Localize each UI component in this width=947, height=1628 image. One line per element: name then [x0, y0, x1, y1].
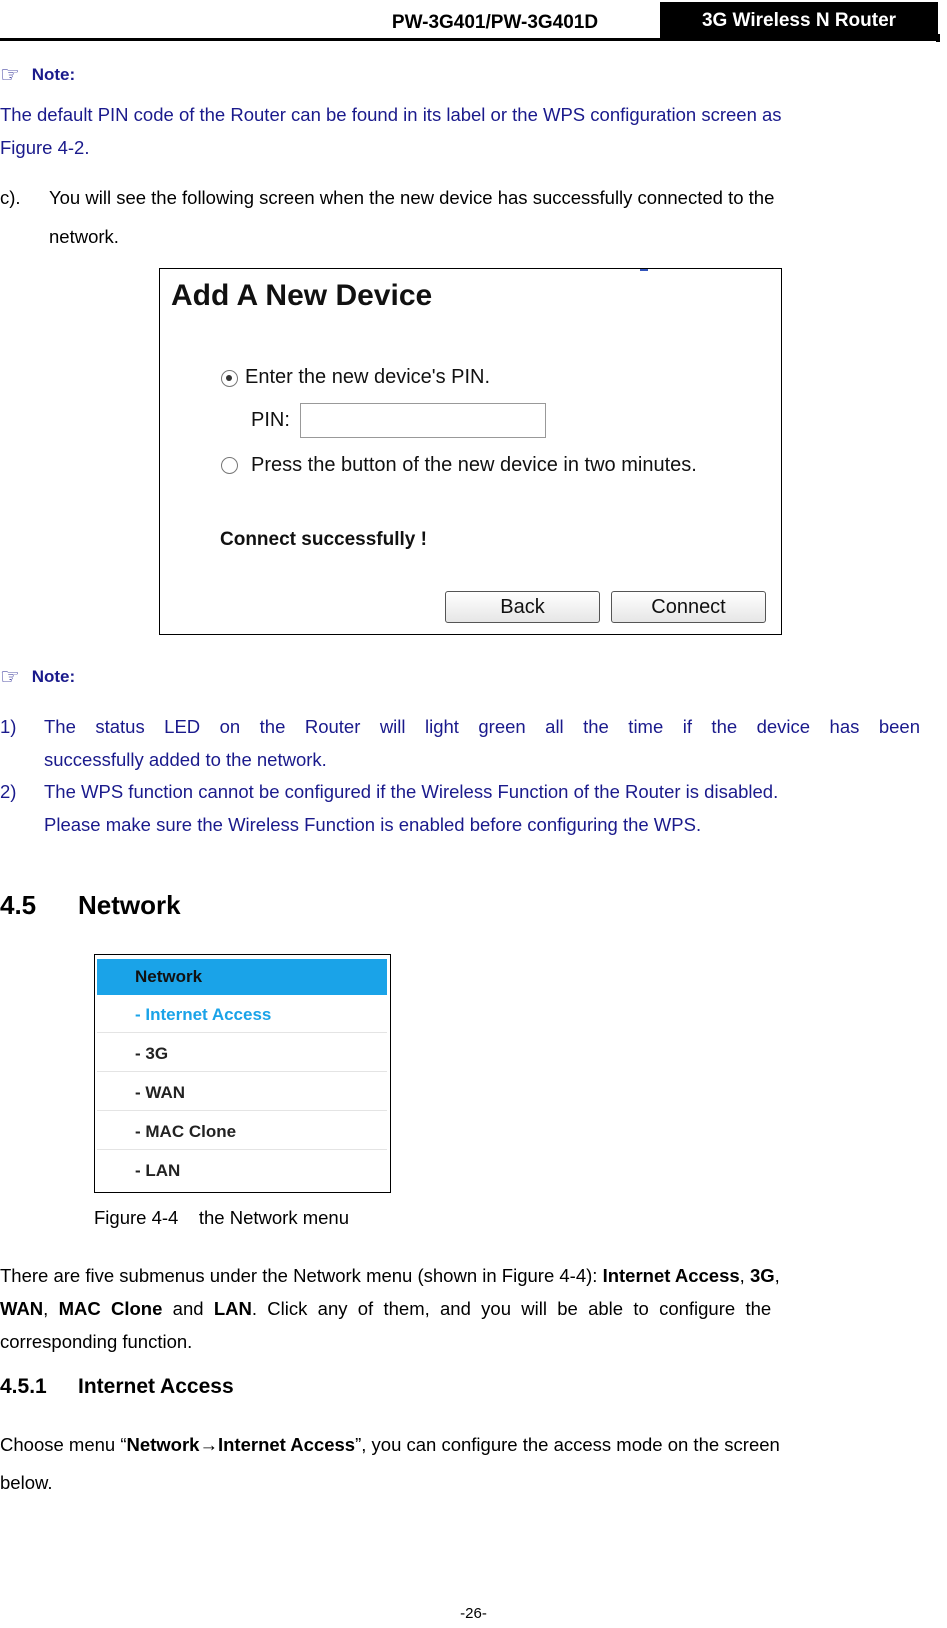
menu-item-network[interactable]: Network [97, 959, 387, 995]
body-p1-sep: , [43, 1298, 59, 1319]
add-device-title: Add A New Device [171, 279, 433, 312]
menu-item-lan[interactable]: - LAN [135, 1161, 181, 1180]
note1-heading-text: Note: [31, 65, 76, 84]
section-number: 4.5 [0, 890, 37, 920]
body-p1-rest: . Click any of them, and you will be able to configure the [251, 1298, 772, 1319]
menu-item-internet-access[interactable]: - Internet Access [97, 997, 387, 1033]
pin-option-label: Enter the new device's PIN. [245, 366, 491, 388]
body-p1-and: and [162, 1298, 214, 1319]
menu-item-wan[interactable]: - WAN [97, 1075, 387, 1111]
body-p1-3g: 3G [749, 1265, 775, 1286]
subsection-number: 4.5.1 [0, 1375, 47, 1398]
menu-item-3g[interactable]: - 3G [97, 1036, 387, 1072]
menu-item-mac-clone[interactable]: - MAC Clone [97, 1114, 387, 1150]
body-p1-line2 [0, 1292, 771, 1325]
body-p1-line1 [0, 1259, 780, 1292]
pin-label: PIN: [251, 409, 290, 431]
body-p1-text: There are five submenus under the Network menu (shown in Figure 4-4): [0, 1265, 603, 1286]
header-product: 3G Wireless N Router [701, 10, 897, 31]
blue-marker [640, 269, 648, 271]
arrow-right-icon: → [199, 1434, 218, 1455]
pointing-hand-icon: ☞ [0, 62, 20, 87]
section-title: Network [78, 890, 181, 920]
body-p1-mac-clone: MAC Clone [58, 1298, 163, 1319]
connect-button[interactable]: Connect [611, 591, 766, 623]
choose-internet-access: Internet Access [217, 1434, 356, 1455]
button-option-label: Press the button of the new device in two minutes. [251, 454, 697, 476]
body-p1-line3: corresponding function. [0, 1331, 193, 1352]
back-button[interactable]: Back [445, 591, 600, 623]
body-p1-wan: WAN [0, 1298, 44, 1319]
body-p1-sep: , [739, 1265, 750, 1286]
choose-line1 [0, 1428, 780, 1461]
choose-network: Network [126, 1434, 200, 1455]
step-c-marker: c). [0, 187, 21, 208]
note2-item2-num: 2) [0, 781, 17, 802]
choose-post: ”, you can configure the access mode on the screen [355, 1434, 780, 1455]
connect-status: Connect successfully ! [220, 529, 427, 550]
body-p1-internet-access: Internet Access [602, 1265, 740, 1286]
body-p1-sep: , [774, 1265, 780, 1286]
header-rule-notch [936, 34, 940, 42]
note1-heading [0, 64, 75, 86]
note2-item2-line2: Please make sure the Wireless Function is enabled before configuring the WPS. [44, 814, 702, 835]
pin-option-radio[interactable] [221, 370, 238, 387]
note2-heading [0, 666, 75, 688]
header-rule [0, 38, 938, 41]
header-product-tab [660, 2, 938, 40]
choose-pre: Choose menu “ [0, 1434, 127, 1455]
note2-heading-text: Note: [31, 667, 76, 686]
page-number: -26- [460, 1605, 487, 1622]
button-option-radio[interactable] [221, 457, 238, 474]
note2-item1-line1: The status LED on the Router will light green all the time if the device has been [44, 716, 920, 737]
note2-item2-line1: The WPS function cannot be configured if the Wireless Function of the Router is disabled. [44, 781, 779, 802]
note2-item1-num: 1) [0, 716, 17, 737]
step-c-line1: You will see the following screen when the new device has successfully connected to the [49, 187, 775, 208]
body-p1-lan: LAN [213, 1298, 252, 1319]
pointing-hand-icon: ☞ [0, 664, 20, 689]
note2-item1-line2: successfully added to the network. [44, 749, 327, 770]
note1-text-line1: The default PIN code of the Router can be found in its label or the WPS configuration screen as [0, 104, 782, 125]
figure-caption: Figure 4-4 the Network menu [94, 1207, 349, 1228]
network-menu-screenshot [94, 954, 391, 1193]
note1-text-line2: Figure 4-2. [0, 137, 90, 158]
add-device-screenshot [159, 268, 782, 635]
subsection-title: Internet Access [78, 1375, 234, 1398]
header-model: PW-3G401/PW-3G401D [391, 12, 599, 33]
step-c-line2: network. [49, 226, 119, 247]
pin-input[interactable] [300, 403, 546, 438]
choose-line2: below. [0, 1472, 53, 1493]
